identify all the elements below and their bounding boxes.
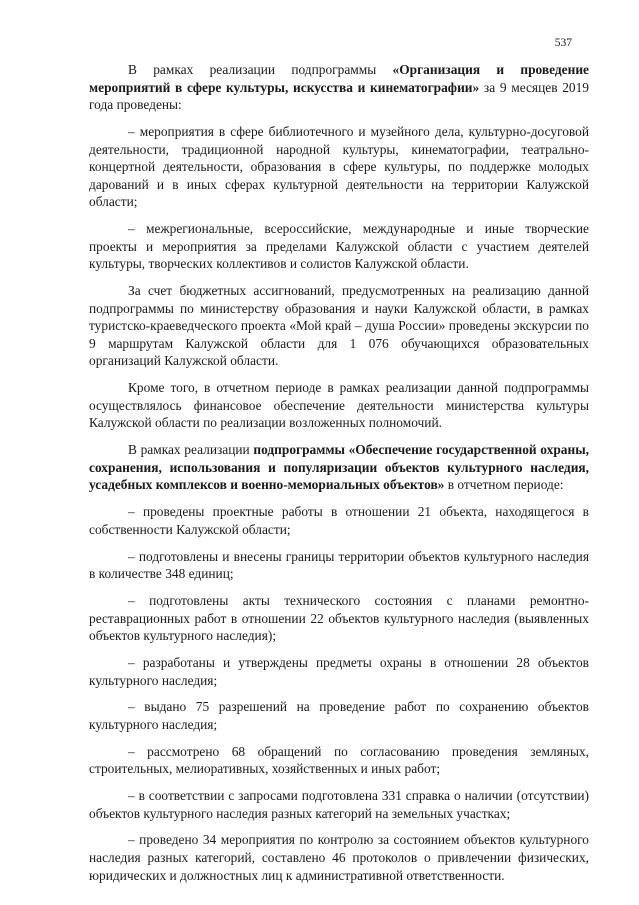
paragraph-text: – проведены проектные работы в отношении 21 объекта, находящегося в собственности Калужской области;: [89, 504, 589, 537]
paragraph-text: Кроме того, в отчетном периоде в рамках реализации данной подпрограммы осуществлялось финансовое обеспечение деятельности министерства культуры Калужской области по реализации возложенных полномочий.: [89, 380, 589, 431]
paragraph-ministry-funding: [89, 379, 589, 432]
paragraph-text: В рамках реализации подпрограммы: [128, 62, 393, 77]
list-item-appeals-reviewed: [89, 743, 589, 778]
paragraph-text: – разработаны и утверждены предметы охраны в отношении 28 объектов культурного наследия;: [89, 654, 589, 688]
paragraph-text: в отчетном периоде:: [444, 477, 564, 493]
paragraph-text: – в соответствии с запросами подготовлена 331 справка о наличии (отсутствии) объектов культурного наследия разных категорий на земельных участках;: [89, 788, 589, 821]
paragraph-subprogram-heritage-intro: [89, 441, 589, 494]
subprogram-title-heritage: подпрограммы «Обеспечение государственной охраны, сохранения, использования и популяризации объектов культурного наследия, усадебных комплексов и военно-мемориальных объектов»: [89, 442, 589, 493]
paragraph-subprogram-culture-intro: [89, 61, 589, 114]
paragraph-text: – мероприятия в сфере библиотечного и музейного дела, культурно-досуговой деятельности, традиционной народной культуры, кинематографии, театрально-концертной деятельности, образования в сфере культуры, по поддержке молодых дарований и в иных сферах культурной деятельности на территории Калужской области;: [89, 123, 589, 210]
list-item-events-in-region: [89, 123, 589, 211]
paragraph-text: – рассмотрено 68 обращений по согласованию проведения земляных, строительных, мелиоративных, хозяйственных и иных работ;: [89, 743, 589, 777]
list-item-control-measures: [89, 831, 589, 884]
list-item-territory-borders: [89, 548, 589, 583]
list-item-condition-reports: [89, 592, 589, 645]
list-item-permits-issued: [89, 698, 589, 733]
paragraph-text: – выдано 75 разрешений на проведение работ по сохранению объектов культурного наследия;: [89, 699, 589, 732]
subprogram-title-culture: «Организация и проведение мероприятий в сфере культуры, искусства и кинематографии»: [89, 62, 589, 95]
list-item-interregional-projects: [89, 220, 589, 273]
list-item-protection-subjects: [89, 654, 589, 689]
paragraph-text: – подготовлены акты технического состояния с планами ремонтно-реставрационных работ в отношении 22 объектов культурного наследия (выявленных объектов культурного наследия);: [89, 592, 589, 644]
paragraph-text: В рамках реализации: [128, 442, 254, 458]
paragraph-text: за 9 месяцев 2019 года проведены:: [89, 79, 589, 113]
paragraph-text: – проведено 34 мероприятия по контролю за состоянием объектов культурного наследия разных категорий, составлено 46 протоколов о привлечении физических, юридических и должностных лиц к административной ответственности.: [89, 832, 589, 883]
paragraph-budget-excursions: [89, 282, 589, 370]
document-body: [89, 61, 589, 893]
list-item-certificates-prepared: [89, 787, 589, 822]
paragraph-text: – межрегиональные, всероссийские, международные и иные творческие проекты и мероприятия за пределами Калужской области с участием деятелей культуры, творческих коллективов и солистов Калужской области.: [89, 221, 589, 272]
paragraph-text: – подготовлены и внесены границы территории объектов культурного наследия в количестве 348 единиц;: [89, 548, 589, 582]
page-number: 537: [554, 37, 572, 49]
paragraph-text: За счет бюджетных ассигнований, предусмотренных на реализацию данной подпрограммы по министерству образования и науки Калужской области, в рамках туристско-краеведческого проекта «Мой край – душа России» проведены экскурсии по 9 маршрутам Калужской области для 1 076 обучающихся образовательных организаций Калужской области.: [89, 283, 589, 369]
list-item-design-works: [89, 503, 589, 538]
